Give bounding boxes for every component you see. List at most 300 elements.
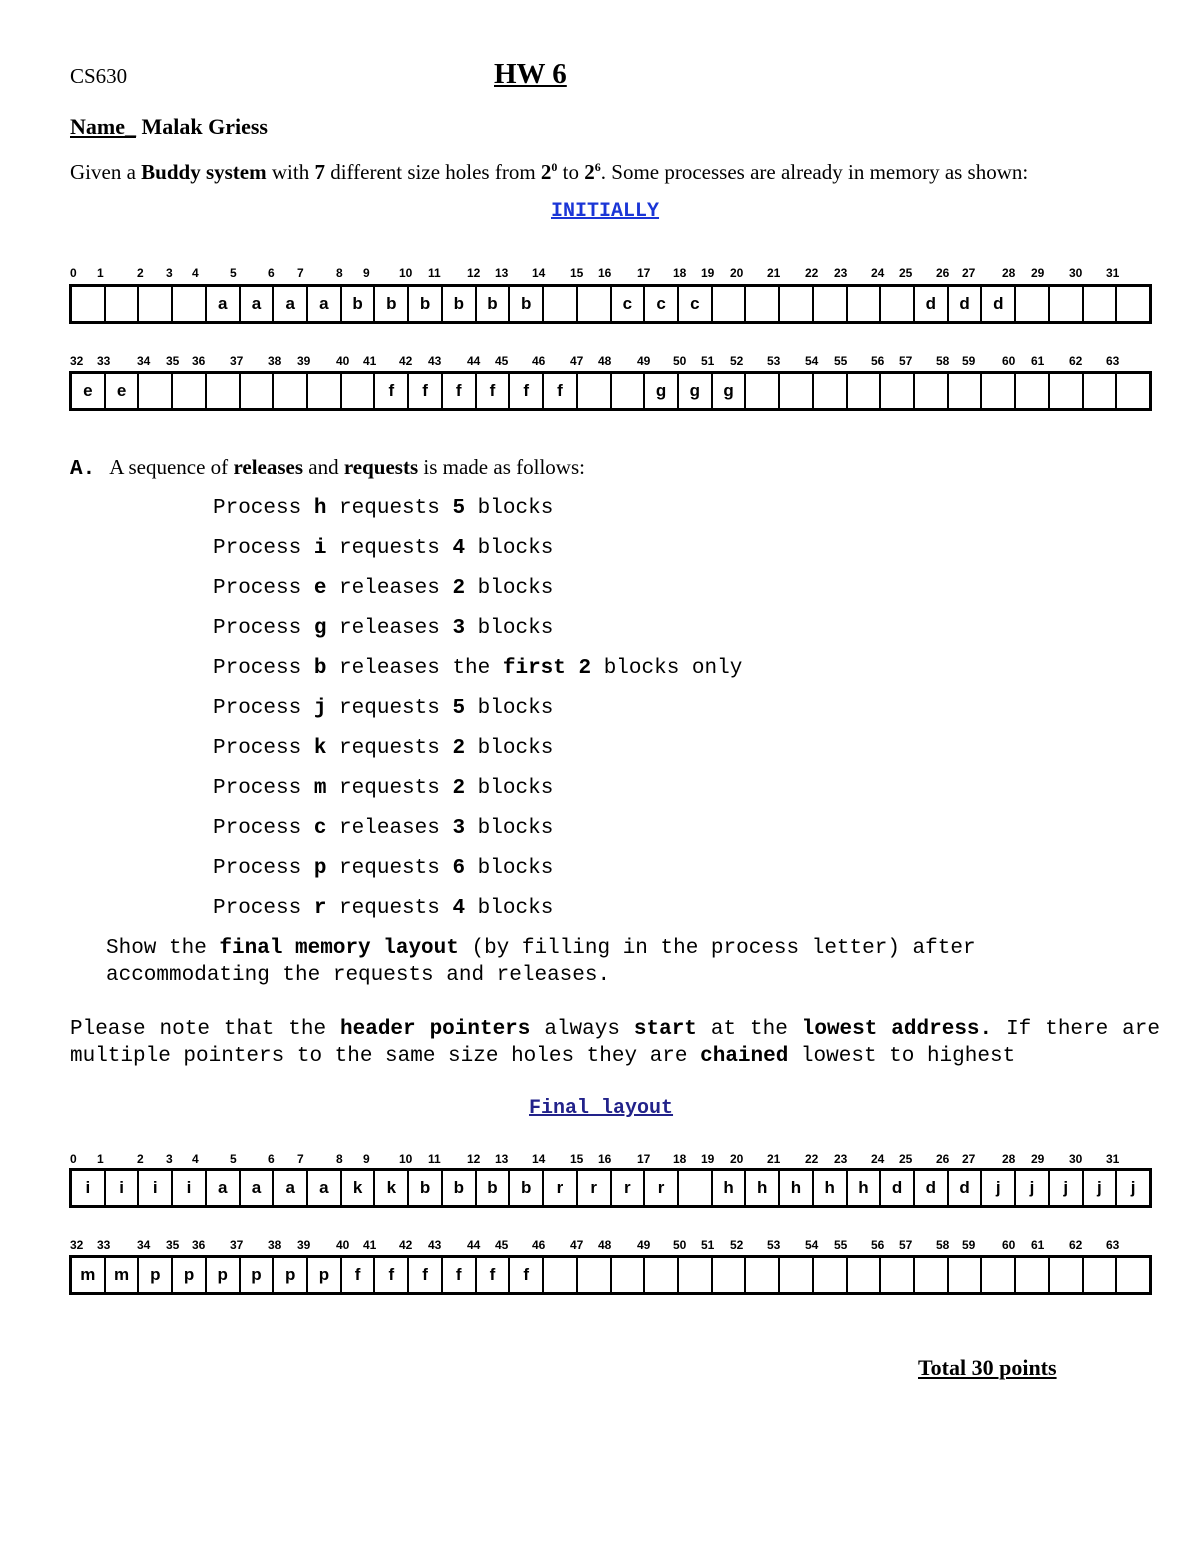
address-label: 42 <box>399 1238 413 1252</box>
memory-cell <box>1050 1258 1084 1292</box>
process-letter: h <box>313 497 327 520</box>
block-count: 2 <box>452 777 466 800</box>
memory-cell <box>848 287 882 321</box>
step-line <box>213 777 553 800</box>
memory-cell <box>72 287 106 321</box>
intro-exponent: 0 <box>551 160 558 174</box>
memory-cell: i <box>173 1171 207 1205</box>
step-text: Process <box>213 697 314 720</box>
intro-text: different size holes from <box>324 160 541 184</box>
memory-cell: d <box>915 1171 949 1205</box>
note-text: If there are multiple pointers to the same size holes they are <box>70 1018 1160 1068</box>
memory-cell <box>746 1258 780 1292</box>
memory-cell: j <box>1016 1171 1050 1205</box>
address-label: 23 <box>834 266 848 280</box>
block-count: 3 <box>452 817 466 840</box>
memory-cell <box>949 1258 983 1292</box>
memory-cell: e <box>72 374 106 408</box>
instruction-term: final memory layout <box>219 937 459 960</box>
memory-cell: m <box>72 1258 106 1292</box>
address-label: 55 <box>834 354 848 368</box>
instruction-text: Show the <box>106 937 220 960</box>
block-count: 4 <box>452 897 466 920</box>
memory-cell: b <box>342 287 376 321</box>
address-label: 25 <box>899 266 913 280</box>
memory-cell <box>1016 374 1050 408</box>
step-line <box>213 697 553 720</box>
address-label: 38 <box>268 354 282 368</box>
memory-cell: b <box>409 1171 443 1205</box>
memory-cell: f <box>510 374 544 408</box>
memory-cell <box>713 287 747 321</box>
address-label: 23 <box>834 1152 848 1166</box>
intro-text: to <box>557 160 585 184</box>
address-label: 41 <box>363 1238 377 1252</box>
step-text: blocks only <box>591 657 743 680</box>
address-label: 46 <box>532 354 546 368</box>
address-label: 16 <box>598 1152 612 1166</box>
address-label: 50 <box>673 354 687 368</box>
address-label: 26 <box>936 266 950 280</box>
address-label: 51 <box>701 1238 715 1252</box>
memory-cell <box>679 1258 713 1292</box>
memory-cell <box>746 374 780 408</box>
block-count: 5 <box>452 497 466 520</box>
memory-cell: k <box>342 1171 376 1205</box>
final-layout-heading[interactable]: Final layout <box>529 1097 674 1120</box>
process-letter: c <box>313 817 327 840</box>
memory-cell <box>1117 287 1149 321</box>
memory-cell: h <box>746 1171 780 1205</box>
address-label: 18 <box>673 266 687 280</box>
memory-cell: f <box>510 1258 544 1292</box>
memory-cell: b <box>510 287 544 321</box>
memory-cell: h <box>713 1171 747 1205</box>
process-letter: e <box>313 577 327 600</box>
step-text: requests <box>326 897 453 920</box>
memory-cell <box>780 287 814 321</box>
address-label: 11 <box>428 266 441 280</box>
memory-cell: f <box>443 374 477 408</box>
address-label: 30 <box>1069 1152 1083 1166</box>
step-line <box>213 537 553 560</box>
process-letter: p <box>313 857 327 880</box>
step-text: Process <box>213 857 314 880</box>
memory-cell: h <box>780 1171 814 1205</box>
memory-cell: b <box>510 1171 544 1205</box>
memory-cell: f <box>443 1258 477 1292</box>
block-count: 6 <box>452 857 466 880</box>
note-text: lowest to highest <box>788 1045 1016 1068</box>
memory-cell: g <box>713 374 747 408</box>
address-label: 32 <box>70 1238 84 1252</box>
memory-cell <box>780 1258 814 1292</box>
step-line <box>213 577 553 600</box>
memory-cell <box>1084 287 1118 321</box>
memory-cell <box>814 374 848 408</box>
address-label: 61 <box>1031 1238 1045 1252</box>
memory-cell: a <box>241 1171 275 1205</box>
address-label: 7 <box>297 1152 304 1166</box>
address-label: 61 <box>1031 354 1045 368</box>
memory-cell <box>1117 374 1149 408</box>
name-label: Name_ <box>70 114 136 139</box>
memory-cell: b <box>443 287 477 321</box>
address-label: 27 <box>962 1152 976 1166</box>
process-letter: i <box>313 537 327 560</box>
address-label: 21 <box>767 1152 781 1166</box>
memory-cell: f <box>477 1258 511 1292</box>
step-text: Process <box>213 617 314 640</box>
address-label: 7 <box>297 266 304 280</box>
intro-base: 2 <box>584 160 595 184</box>
memory-cell <box>746 287 780 321</box>
sequence-term: releases <box>233 455 304 479</box>
memory-cell: h <box>814 1171 848 1205</box>
memory-cell: d <box>915 287 949 321</box>
memory-cell: a <box>308 1171 342 1205</box>
instruction-text: (by filling in the process letter) after accommodating the requests and releases. <box>106 937 976 987</box>
memory-cell: p <box>308 1258 342 1292</box>
block-count: first 2 <box>502 657 592 680</box>
address-label: 29 <box>1031 266 1045 280</box>
address-label: 45 <box>495 354 509 368</box>
step-text: blocks <box>465 697 554 720</box>
intro-paragraph <box>70 160 1028 185</box>
address-label: 44 <box>467 354 481 368</box>
address-label: 41 <box>363 354 377 368</box>
address-label: 28 <box>1002 1152 1016 1166</box>
step-text: Process <box>213 817 314 840</box>
address-label: 47 <box>570 1238 584 1252</box>
memory-cell <box>544 287 578 321</box>
address-label: 1 <box>97 266 104 280</box>
memory-cell: r <box>612 1171 646 1205</box>
address-label: 30 <box>1069 266 1083 280</box>
section-label: A. <box>70 458 96 481</box>
memory-cell: p <box>173 1258 207 1292</box>
address-label: 60 <box>1002 354 1016 368</box>
memory-cell: j <box>1050 1171 1084 1205</box>
memory-cell <box>1016 1258 1050 1292</box>
memory-cell: p <box>207 1258 241 1292</box>
initially-heading[interactable]: INITIALLY <box>551 200 660 223</box>
address-label: 62 <box>1069 1238 1083 1252</box>
note-paragraph <box>70 1016 1160 1070</box>
memory-cell: k <box>375 1171 409 1205</box>
memory-cell <box>982 374 1016 408</box>
address-label: 31 <box>1106 266 1120 280</box>
address-label: 6 <box>268 1152 275 1166</box>
memory-cell: d <box>949 287 983 321</box>
address-label: 33 <box>97 1238 111 1252</box>
address-label: 18 <box>673 1152 687 1166</box>
step-text: blocks <box>465 777 554 800</box>
address-label: 39 <box>297 1238 311 1252</box>
step-line <box>213 497 553 520</box>
intro-base: 2 <box>540 160 552 184</box>
memory-cell <box>1016 287 1050 321</box>
step-line <box>213 817 553 840</box>
block-count: 5 <box>452 697 466 720</box>
address-label: 59 <box>962 1238 976 1252</box>
address-label: 56 <box>871 1238 885 1252</box>
address-label: 8 <box>336 266 343 280</box>
address-label: 57 <box>899 1238 913 1252</box>
address-label: 55 <box>834 1238 848 1252</box>
memory-cell <box>1117 1258 1149 1292</box>
memory-cell <box>578 374 612 408</box>
address-label: 2 <box>137 1152 144 1166</box>
address-label: 2 <box>137 266 144 280</box>
memory-cell: j <box>1084 1171 1118 1205</box>
memory-cell: c <box>612 287 646 321</box>
memory-cell <box>139 374 173 408</box>
address-label: 51 <box>701 354 715 368</box>
note-term: header pointers <box>340 1018 531 1041</box>
address-label: 39 <box>297 354 311 368</box>
memory-cell: d <box>881 1171 915 1205</box>
memory-cell: f <box>342 1258 376 1292</box>
address-label: 53 <box>767 354 781 368</box>
sequence-intro <box>70 455 585 481</box>
address-label: 34 <box>137 354 151 368</box>
address-label: 52 <box>730 1238 744 1252</box>
sequence-text: and <box>303 455 344 479</box>
address-label: 17 <box>637 1152 651 1166</box>
address-label: 58 <box>936 1238 950 1252</box>
address-label: 29 <box>1031 1152 1045 1166</box>
process-letter: b <box>313 657 327 680</box>
address-label: 38 <box>268 1238 282 1252</box>
intro-exponent: 6 <box>594 160 601 174</box>
memory-cell <box>881 1258 915 1292</box>
step-line <box>213 657 742 680</box>
memory-cell <box>645 1258 679 1292</box>
step-text: blocks <box>465 737 554 760</box>
address-label: 15 <box>570 1152 584 1166</box>
address-label: 22 <box>805 1152 819 1166</box>
step-text: Process <box>213 537 314 560</box>
address-label: 49 <box>637 1238 651 1252</box>
memory-cell: f <box>409 1258 443 1292</box>
note-term: start <box>633 1018 697 1041</box>
memory-cell: f <box>375 1258 409 1292</box>
memory-cell: r <box>645 1171 679 1205</box>
step-text: releases <box>326 817 453 840</box>
address-label: 15 <box>570 266 584 280</box>
memory-cell <box>982 1258 1016 1292</box>
step-text: blocks <box>465 857 554 880</box>
memory-cell <box>274 374 308 408</box>
memory-cell <box>713 1258 747 1292</box>
address-label: 0 <box>70 266 77 280</box>
sequence-text: A sequence of <box>109 455 234 479</box>
block-count: 2 <box>452 737 466 760</box>
address-label: 56 <box>871 354 885 368</box>
address-label: 46 <box>532 1238 546 1252</box>
address-label: 0 <box>70 1152 77 1166</box>
intro-term: Buddy system <box>141 160 267 184</box>
step-line <box>213 617 553 640</box>
block-count: 2 <box>452 577 466 600</box>
memory-cell <box>881 287 915 321</box>
memory-cell: m <box>106 1258 140 1292</box>
address-label: 32 <box>70 354 84 368</box>
address-label: 35 <box>166 1238 180 1252</box>
memory-cell <box>544 1258 578 1292</box>
step-text: blocks <box>465 617 554 640</box>
process-letter: r <box>313 897 327 920</box>
memory-cell: c <box>645 287 679 321</box>
memory-cell <box>915 1258 949 1292</box>
memory-cell <box>173 374 207 408</box>
memory-cell: b <box>443 1171 477 1205</box>
page-title: HW 6 <box>494 58 567 90</box>
memory-cell: a <box>207 1171 241 1205</box>
address-label: 20 <box>730 266 744 280</box>
memory-cell: p <box>241 1258 275 1292</box>
intro-count: 7 <box>314 160 325 184</box>
address-label: 60 <box>1002 1238 1016 1252</box>
step-text: blocks <box>465 577 554 600</box>
address-label: 35 <box>166 354 180 368</box>
address-label: 43 <box>428 1238 442 1252</box>
step-line <box>213 897 553 920</box>
memory-cell <box>881 374 915 408</box>
memory-cell <box>1084 374 1118 408</box>
address-label: 5 <box>230 266 237 280</box>
note-term: chained <box>700 1045 789 1068</box>
step-text: requests <box>326 497 453 520</box>
memory-cell <box>848 374 882 408</box>
name-value: Malak Griess <box>135 114 268 139</box>
step-text: blocks <box>465 897 554 920</box>
address-label: 24 <box>871 1152 885 1166</box>
memory-cell: b <box>477 1171 511 1205</box>
memory-cell <box>612 374 646 408</box>
step-line <box>213 857 553 880</box>
address-label: 63 <box>1106 1238 1120 1252</box>
address-label: 52 <box>730 354 744 368</box>
address-label: 13 <box>495 266 509 280</box>
total-points: Total 30 points <box>918 1355 1057 1380</box>
memory-cell <box>1050 374 1084 408</box>
memory-cell: f <box>375 374 409 408</box>
intro-text: . Some processes are already in memory as shown: <box>600 160 1029 184</box>
memory-cell: g <box>679 374 713 408</box>
address-label: 1 <box>97 1152 104 1166</box>
step-text: requests <box>326 737 453 760</box>
memory-cell: a <box>207 287 241 321</box>
memory-cell: p <box>139 1258 173 1292</box>
memory-cell: a <box>274 287 308 321</box>
memory-cell: b <box>477 287 511 321</box>
memory-cell <box>308 374 342 408</box>
address-label: 47 <box>570 354 584 368</box>
address-label: 5 <box>230 1152 237 1166</box>
step-text: releases <box>326 577 453 600</box>
sequence-term: requests <box>343 455 419 479</box>
memory-cell <box>578 1258 612 1292</box>
memory-cell <box>949 374 983 408</box>
address-label: 4 <box>192 1152 199 1166</box>
address-label: 21 <box>767 266 781 280</box>
address-label: 22 <box>805 266 819 280</box>
address-label: 11 <box>428 1152 441 1166</box>
address-label: 58 <box>936 354 950 368</box>
memory-cell: f <box>409 374 443 408</box>
address-label: 42 <box>399 354 413 368</box>
address-label: 50 <box>673 1238 687 1252</box>
address-label: 9 <box>363 1152 370 1166</box>
memory-cell: c <box>679 287 713 321</box>
step-text: releases <box>326 617 453 640</box>
sequence-text: is made as follows: <box>418 455 585 479</box>
step-text: requests <box>326 777 453 800</box>
memory-cell: a <box>241 287 275 321</box>
address-label: 57 <box>899 354 913 368</box>
step-text: Process <box>213 497 314 520</box>
memory-cell: j <box>1130 1178 1136 1197</box>
address-label: 37 <box>230 354 244 368</box>
memory-cell: f <box>477 374 511 408</box>
address-label: 45 <box>495 1238 509 1252</box>
memory-cell <box>780 374 814 408</box>
address-label: 33 <box>97 354 111 368</box>
address-label: 13 <box>495 1152 509 1166</box>
address-label: 14 <box>532 266 546 280</box>
memory-row <box>69 284 1152 324</box>
memory-cell: h <box>848 1171 882 1205</box>
note-term: lowest address. <box>801 1018 993 1041</box>
step-text: Process <box>213 737 314 760</box>
memory-cell <box>139 287 173 321</box>
process-letter: g <box>313 617 327 640</box>
memory-row <box>69 371 1152 411</box>
address-label: 17 <box>637 266 651 280</box>
memory-cell <box>207 374 241 408</box>
address-label: 9 <box>363 266 370 280</box>
address-label: 4 <box>192 266 199 280</box>
step-text: requests <box>326 697 453 720</box>
address-label: 25 <box>899 1152 913 1166</box>
step-text: requests <box>326 537 453 560</box>
memory-cell: g <box>645 374 679 408</box>
block-count: 4 <box>452 537 466 560</box>
step-text: Process <box>213 777 314 800</box>
memory-cell <box>106 287 140 321</box>
address-label: 36 <box>192 354 206 368</box>
address-label: 48 <box>598 354 612 368</box>
memory-row <box>69 1168 1152 1208</box>
memory-cell: i <box>139 1171 173 1205</box>
intro-text: Given a <box>70 160 142 184</box>
note-text: at the <box>696 1018 802 1041</box>
step-text: blocks <box>465 497 554 520</box>
memory-cell: r <box>578 1171 612 1205</box>
address-label: 8 <box>336 1152 343 1166</box>
address-label: 24 <box>871 266 885 280</box>
note-text: Please note that the <box>70 1018 341 1041</box>
address-label: 53 <box>767 1238 781 1252</box>
address-label: 54 <box>805 354 819 368</box>
memory-cell: i <box>72 1171 106 1205</box>
note-text: always <box>530 1018 634 1041</box>
address-label: 54 <box>805 1238 819 1252</box>
address-label: 3 <box>166 1152 173 1166</box>
memory-cell: r <box>544 1171 578 1205</box>
